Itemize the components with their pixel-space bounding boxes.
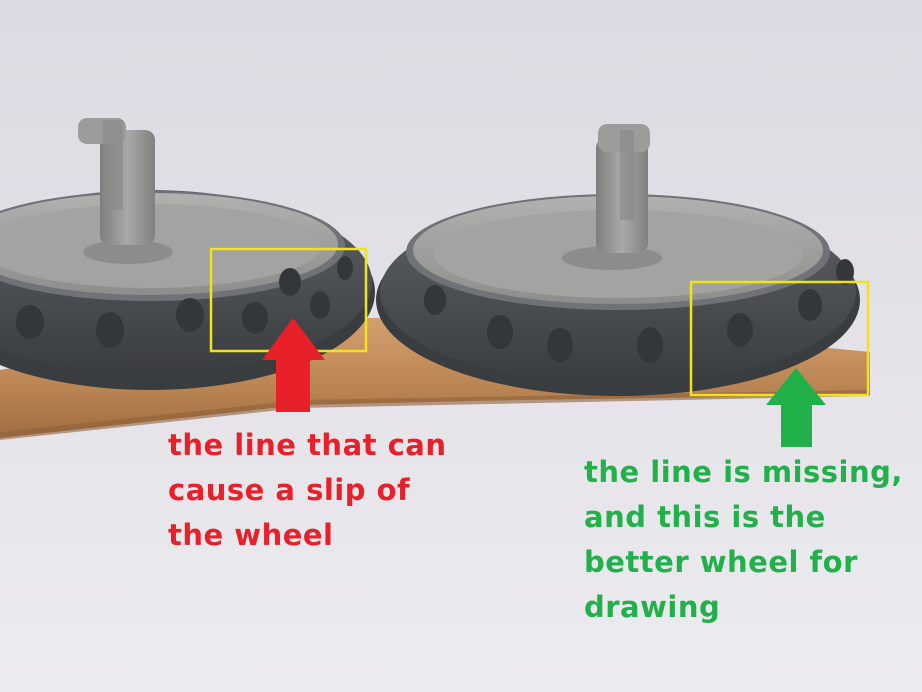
caption-line: cause a slip of xyxy=(168,473,411,507)
caption-line: the line that can xyxy=(168,428,447,462)
caption-line: the line is missing, xyxy=(584,455,903,489)
caption-line: better wheel for xyxy=(584,545,858,579)
caption-line: drawing xyxy=(584,590,721,624)
caption-line: the wheel xyxy=(168,518,334,552)
right-wheel-caption xyxy=(584,450,903,630)
left-wheel-caption xyxy=(168,423,447,558)
caption-line: and this is the xyxy=(584,500,826,534)
